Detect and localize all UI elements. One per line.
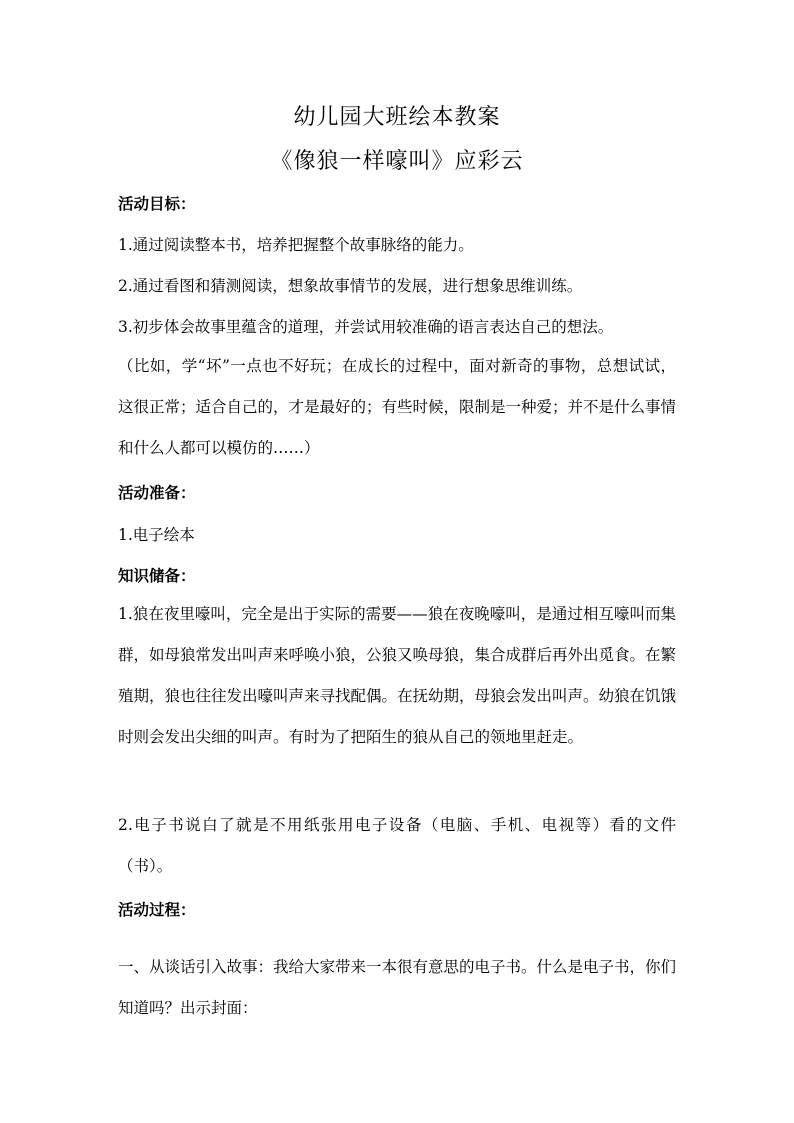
goal-item-2: 2.通过看图和猜测阅读，想象故事情节的发展，进行想象思维训练。 [118, 277, 583, 295]
document-subtitle: 《像狼一样嚎叫》应彩云 [270, 149, 524, 174]
document-title: 幼儿园大班绘本教案 [293, 105, 501, 130]
process-paragraph: 一、从谈话引入故事：我给大家带来一本很有意思的电子书。什么是电子书，你们知道吗？出示封面： [118, 958, 677, 1017]
goals-note: （比如，学“坏”一点也不好玩；在成长的过程中，面对新奇的事物，总想试试，这很正常；适合自己的，才是最好的；有些时候，限制是一种爱；并不是什么事情和什么人都可以模仿的……） [118, 357, 677, 457]
process-heading: 活动过程： [118, 900, 196, 919]
goal-item-3: 3.初步体会故事里蕴含的道理，并尝试用较准确的语言表达自己的想法。 [118, 318, 614, 336]
goals-heading: 活动目标： [118, 194, 196, 213]
goal-item-1: 1.通过阅读整本书，培养把握整个故事脉络的能力。 [118, 236, 474, 254]
preparation-item-1: 1.电子绘本 [118, 526, 195, 544]
knowledge-item-1: 1.狼在夜里嚎叫，完全是出于实际的需要——狼在夜晚嚎叫，是通过相互嚎叫而集群，如母狼常发出叫声来呼唤小狼，公狼又唤母狼，集合成群后再外出觅食。在繁殖期，狼也往往发出嚎叫声来寻找配偶。在抚幼期，母狼会发出叫声。幼狼在饥饿时则会发出尖细的叫声。有时为了把陌生的狼从自己的领地里赶走。 [118, 605, 677, 746]
preparation-heading: 活动准备： [118, 483, 196, 502]
knowledge-heading: 知识储备： [118, 566, 196, 585]
knowledge-item-2: 2.电子书说白了就是不用纸张用电子设备（电脑、手机、电视等）看的文件（书）。 [118, 816, 676, 875]
